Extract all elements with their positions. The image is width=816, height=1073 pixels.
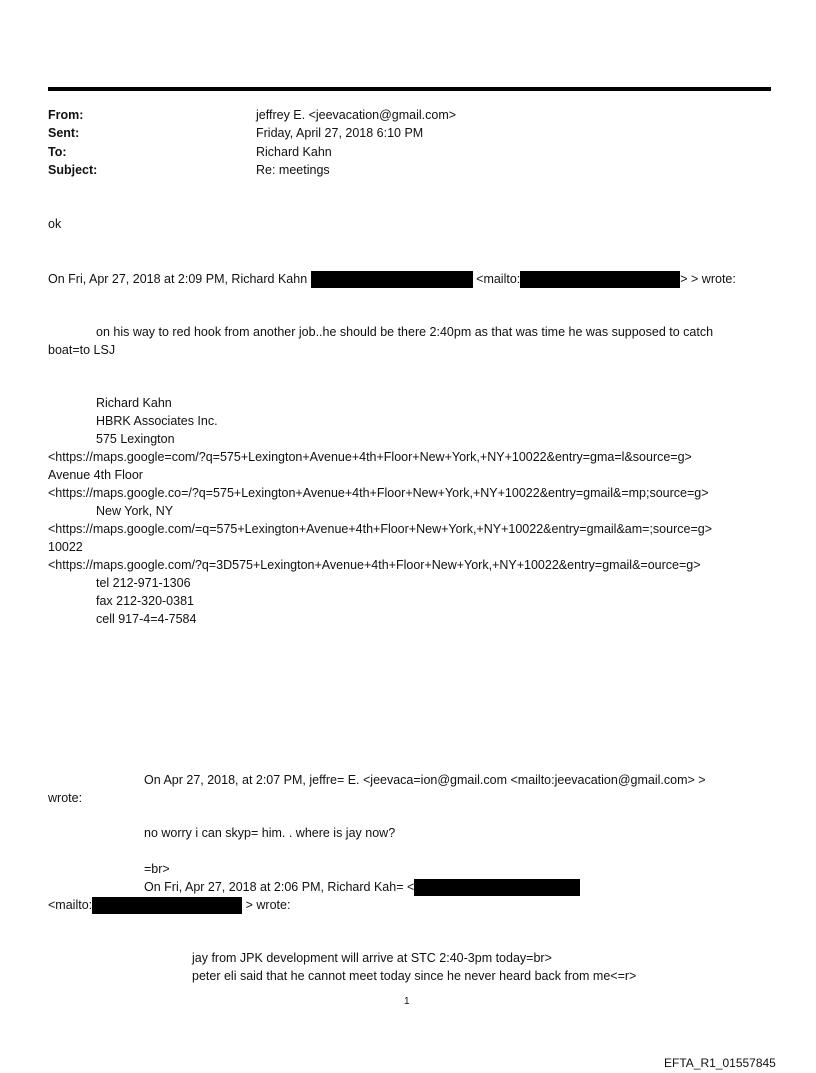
quote-header-1-prefix: On Fri, Apr 27, 2018 at 2:09 PM, Richard Kahn [48,271,308,286]
redaction-block [414,879,580,896]
sent-value: Friday, April 27, 2018 6:10 PM [256,126,424,140]
quote-header-3-line-2 [48,897,290,914]
paragraph-3-line-2: peter eli said that he cannot meet today since he never heard back from me<=r> [192,969,637,983]
signature-link-2: <https://maps.google.co=/?q=575+Lexington+Avenue+4th+Floor+New+York,+NY+10022&entry=gmail&=mp;source=g> [48,486,709,500]
quote-header-1-suffix: > > wrote: [680,271,736,286]
sent-label: Sent: [48,126,80,140]
signature-address-1: 575 Lexington [96,432,175,446]
from-label: From: [48,108,84,122]
header-rule [48,87,771,91]
redaction-block [520,271,680,288]
paragraph-1-line-2: boat=to LSJ [48,343,116,357]
reply-text: ok [48,217,62,231]
signature-city: New York, NY [96,504,174,518]
to-value: Richard Kahn [256,145,332,159]
redaction-block [92,897,242,914]
subject-value: Re: meetings [256,163,330,177]
bates-number: EFTA_R1_01557845 [664,1056,776,1070]
from-value: jeffrey E. <jeevacation@gmail.com> [256,108,457,122]
signature-company: HBRK Associates Inc. [96,414,218,428]
page-number: 1 [404,996,410,1007]
quote-header-3-suffix: > wrote: [245,897,291,912]
quote-header-3-line-1 [144,879,580,896]
paragraph-1-line-1: on his way to red hook from another job..he should be there 2:40pm as that was time he was supposed to catch [96,325,714,339]
signature-zip: 10022 [48,540,83,554]
redaction-block [311,271,473,288]
quote-header-2-line-1: On Apr 27, 2018, at 2:07 PM, jeffre= E. <jeevaca=ion@gmail.com <mailto:jeevacation@gmail.com> > [144,773,706,787]
br-artifact: =br> [144,862,170,876]
subject-label: Subject: [48,163,98,177]
quote-header-3-mailto: <mailto: [48,897,93,912]
signature-link-1: <https://maps.google=com/?q=575+Lexington+Avenue+4th+Floor+New+York,+NY+10022&entry=gma=l&source=g> [48,450,692,464]
signature-address-2: Avenue 4th Floor [48,468,143,482]
paragraph-3-line-1: jay from JPK development will arrive at STC 2:40-3pm today=br> [192,951,552,965]
signature-fax: fax 212-320-0381 [96,594,194,608]
signature-link-3: <https://maps.google.com/=q=575+Lexington+Avenue+4th+Floor+New+York,+NY+10022&entry=gmail&am=;source=g> [48,522,712,536]
quote-header-1 [48,271,736,288]
signature-link-4: <https://maps.google.com/?q=3D575+Lexington+Avenue+4th+Floor+New+York,+NY+10022&entry=gmail&=ource=g> [48,558,701,572]
signature-cell: cell 917-4=4-7584 [96,612,197,626]
signature-name: Richard Kahn [96,396,172,410]
quote-header-3-prefix: On Fri, Apr 27, 2018 at 2:06 PM, Richard Kah= < [144,879,415,894]
quote-header-1-mailto: <mailto: [476,271,521,286]
to-label: To: [48,145,67,159]
quote-header-2-line-2: wrote: [48,791,83,805]
signature-tel: tel 212-971-1306 [96,576,191,590]
paragraph-2: no worry i can skyp= him. . where is jay now? [144,826,396,840]
